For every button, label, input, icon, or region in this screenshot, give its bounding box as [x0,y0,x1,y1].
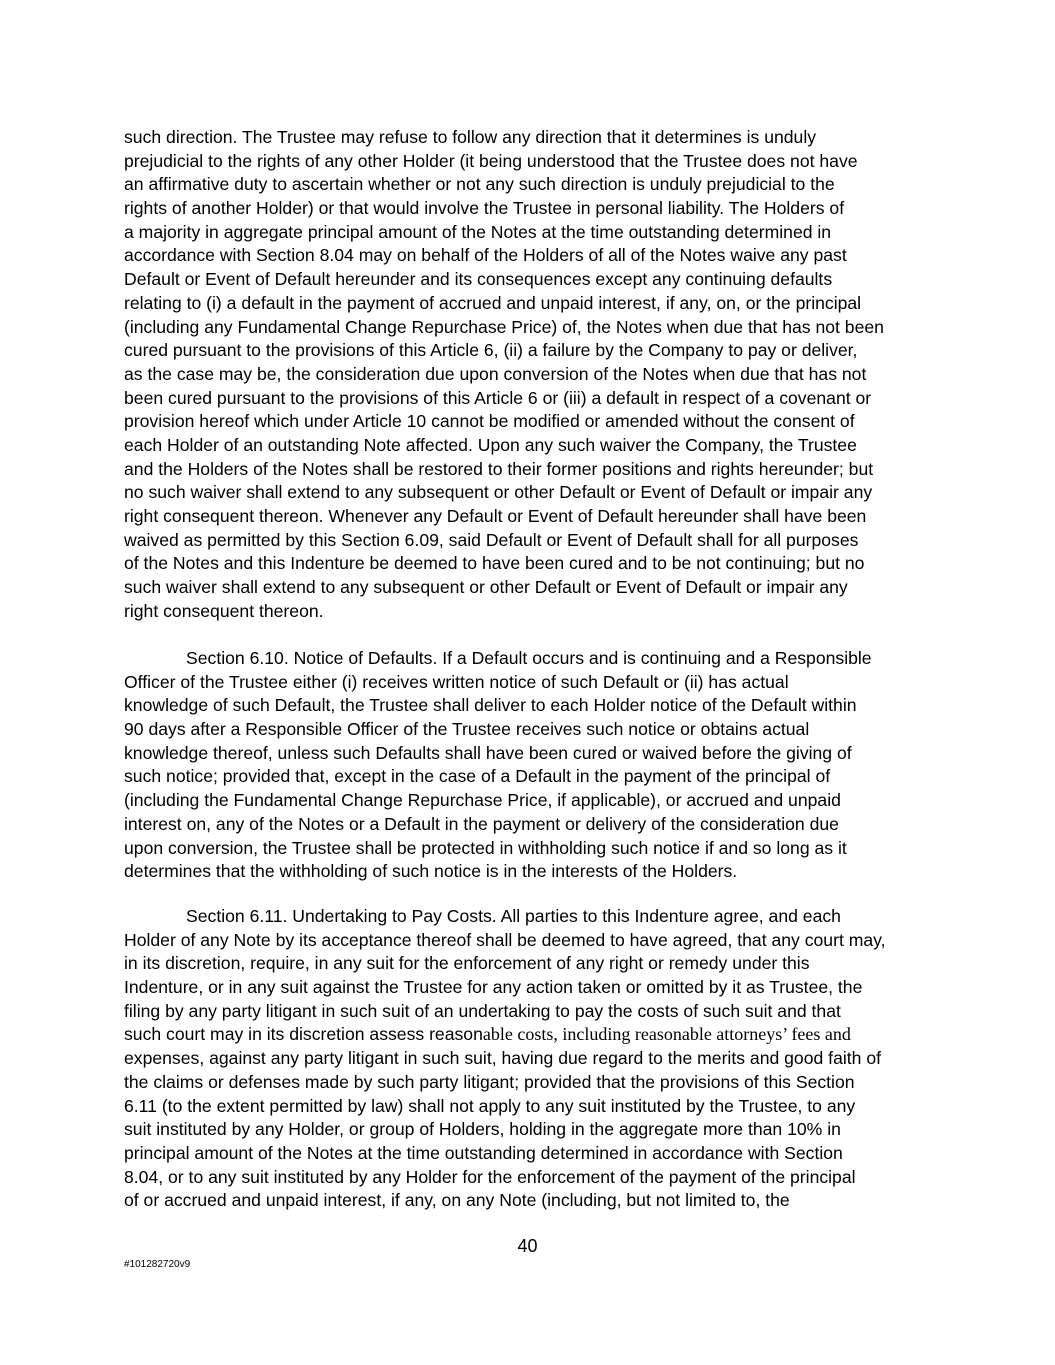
text-line: knowledge thereof, unless such Defaults shall have been cured or waived before the giving of [124,742,852,763]
text-line: such notice; provided that, except in the case of a Default in the payment of the principal of [124,766,831,787]
section-heading-line: Section 6.10. Notice of Defaults. If a Default occurs and is continuing and a Responsible [186,648,872,668]
text-line: Default or Event of Default hereunder and its consequences except any continuing defaults [124,269,833,290]
text-line: of or accrued and unpaid interest, if any, on any Note (including, but not limited to, the [124,1190,790,1211]
text-line: an affirmative duty to ascertain whether or not any such direction is unduly prejudicial to the [124,174,835,195]
paragraph-section-6-09-continued [124,126,936,623]
text-line: provision hereof which under Article 10 cannot be modified or amended without the consent of [124,411,855,432]
text-line-tail-serif: able costs, including reasonable attorneys’ fees and [482,1024,851,1045]
text-line: been cured pursuant to the provisions of this Article 6 or (iii) a default in respect of a covenant or [124,387,872,408]
text-line: right consequent thereon. Whenever any Default or Event of Default hereunder shall have been [124,506,867,526]
text-line: Officer of the Trustee either (i) receives written notice of such Default or (ii) has actual [124,671,789,692]
document-id-footer: #101282720v9 [124,1259,191,1270]
text-line: 90 days after a Responsible Officer of the Trustee receives such notice or obtains actual [124,719,810,740]
text-line: suit instituted by any Holder, or group of Holders, holding in the aggregate more than 10% in [124,1119,841,1140]
text-line: interest on, any of the Notes or a Default in the payment or delivery of the consideration due [124,813,839,834]
text-line: Indenture, or in any suit against the Trustee for any action taken or omitted by it as Trustee, the [124,977,863,998]
text-line: (including any Fundamental Change Repurchase Price) of, the Notes when due that has not been [124,316,884,337]
text-line: determines that the withholding of such notice is in the interests of the Holders. [124,861,738,882]
text-line: the claims or defenses made by such party litigant; provided that the provisions of this Section [124,1071,855,1092]
text-line: no such waiver shall extend to any subsequent or other Default or Event of Default or impair any [124,482,873,503]
text-line: of the Notes and this Indenture be deemed to have been cured and to be not continuing; but no [124,553,865,574]
text-line: such waiver shall extend to any subsequent or other Default or Event of Default or impair any [124,577,848,598]
section-heading-line: Section 6.11. Undertaking to Pay Costs. All parties to this Indenture agree, and each [186,906,841,926]
text-line: as the case may be, the consideration due upon conversion of the Notes when due that has not [124,363,867,384]
text-line: 8.04, or to any suit instituted by any Holder for the enforcement of the payment of the principal [124,1166,856,1187]
paragraph-section-6-11 [124,905,936,1213]
text-line: upon conversion, the Trustee shall be protected in withholding such notice if and so long as it [124,837,847,858]
text-line: cured pursuant to the provisions of this Article 6, (ii) a failure by the Company to pay or deliver, [124,340,858,361]
text-line: accordance with Section 8.04 may on behalf of the Holders of all of the Notes waive any past [124,245,847,266]
page-number: 40 [517,1236,538,1256]
paragraph-section-6-10 [124,647,936,884]
text-line: waived as permitted by this Section 6.09, said Default or Event of Default shall for all purposes [124,529,859,550]
text-line: prejudicial to the rights of any other Holder (it being understood that the Trustee does not have [124,150,858,171]
text-line-mixed-font [124,1023,936,1047]
text-line: principal amount of the Notes at the time outstanding determined in accordance with Section [124,1142,843,1163]
text-line: in its discretion, require, in any suit for the enforcement of any right or remedy under this [124,953,810,974]
text-line: each Holder of an outstanding Note affected. Upon any such waiver the Company, the Trustee [124,434,857,455]
text-line: (including the Fundamental Change Repurchase Price, if applicable), or accrued and unpaid [124,790,841,811]
text-line: rights of another Holder) or that would involve the Trustee in personal liability. The Holders of [124,198,845,219]
text-line: such direction. The Trustee may refuse to follow any direction that it determines is unduly [124,127,817,147]
text-line-head: such court may in its discretion assess reason [124,1024,483,1045]
text-line: 6.11 (to the extent permitted by law) shall not apply to any suit instituted by the Trustee, to any [124,1095,856,1116]
text-line: and the Holders of the Notes shall be restored to their former positions and rights hereunder; but [124,458,874,479]
text-line: Holder of any Note by its acceptance thereof shall be deemed to have agreed, that any court may, [124,929,886,950]
text-line: knowledge of such Default, the Trustee shall deliver to each Holder notice of the Default within [124,695,857,716]
text-line: a majority in aggregate principal amount of the Notes at the time outstanding determined in [124,221,832,242]
text-line: expenses, against any party litigant in such suit, having due regard to the merits and good faith of [124,1048,881,1069]
text-line: relating to (i) a default in the payment of accrued and unpaid interest, if any, on, or the principal [124,292,862,313]
text-line: right consequent thereon. [124,600,324,621]
text-line: filing by any party litigant in such suit of an undertaking to pay the costs of such suit and that [124,1000,841,1021]
